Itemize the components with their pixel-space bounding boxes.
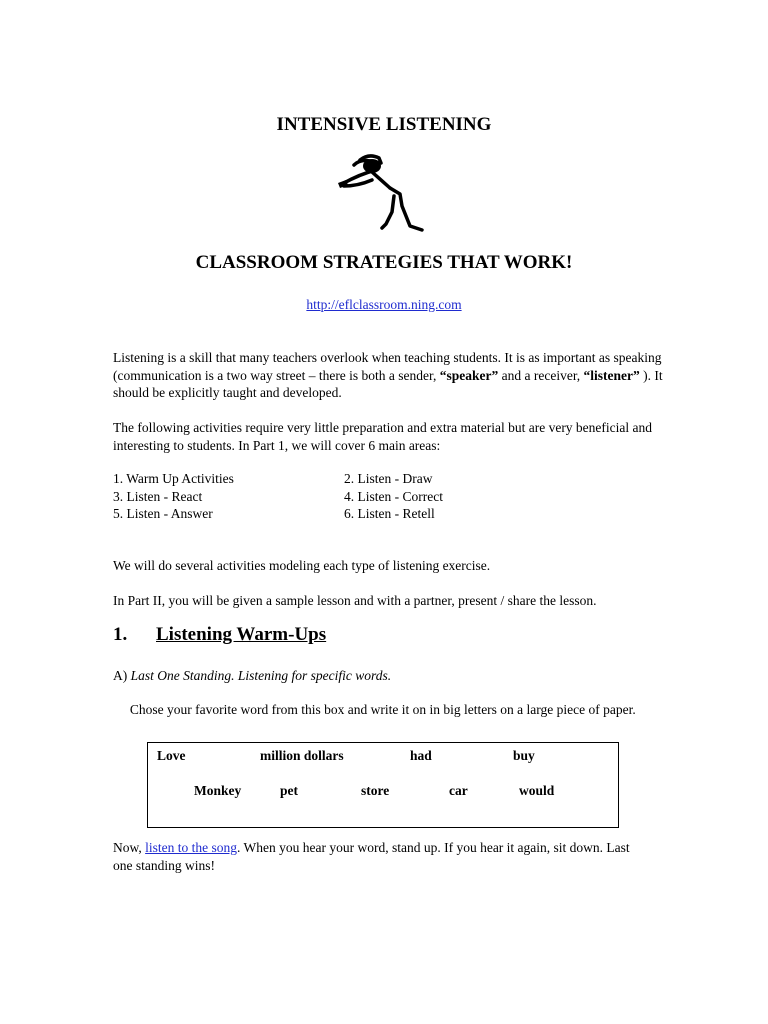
- activity-a-prefix: A): [113, 668, 131, 683]
- word-buy: buy: [513, 748, 535, 763]
- area-item-2: 2. Listen - Draw: [344, 471, 433, 486]
- word-million-dollars: million dollars: [260, 748, 344, 763]
- area-item-1: 1. Warm Up Activities: [113, 471, 234, 486]
- word-box: [147, 742, 619, 828]
- intro-text-2: and a receiver,: [498, 367, 584, 383]
- listening-figure-icon: [334, 150, 434, 238]
- area-item-3: 3. Listen - React: [113, 489, 203, 504]
- intro-paragraph: [113, 349, 673, 402]
- section-1-heading: [113, 624, 326, 646]
- word-pet: pet: [280, 783, 298, 798]
- word-car: car: [449, 783, 468, 798]
- activities-intro-paragraph: The following activities require very little preparation and extra material but are very beneficial and interesting to students. In Part 1, we will cover 6 main areas:: [113, 420, 653, 453]
- section-1-title: Listening Warm-Ups: [156, 624, 327, 645]
- song-text-before: Now,: [113, 840, 146, 855]
- modeling-paragraph: We will do several activities modeling each type of listening exercise.: [113, 558, 491, 573]
- activity-a-heading: [113, 667, 673, 685]
- area-item-5: 5. Listen - Answer: [113, 506, 213, 521]
- word-store: store: [361, 783, 390, 798]
- intro-text-3: ). It should be explicitly taught and developed.: [113, 367, 663, 400]
- section-1-number: 1.: [113, 624, 128, 645]
- word-monkey: Monkey: [194, 783, 242, 798]
- song-paragraph: [113, 839, 633, 874]
- speaker-term: “speaker”: [439, 367, 499, 383]
- listen-to-song-link[interactable]: listen to the song: [145, 840, 237, 855]
- area-item-6: 6. Listen - Retell: [344, 506, 435, 521]
- listener-term: “listener”: [583, 367, 640, 383]
- word-love: Love: [157, 748, 186, 763]
- area-item-4: 4. Listen - Correct: [344, 489, 443, 504]
- activity-a-title: Last One Standing. Listening for specific words.: [130, 668, 392, 683]
- part2-paragraph: In Part II, you will be given a sample lesson and with a partner, present / share the lesson.: [113, 593, 597, 608]
- document-title: INTENSIVE LISTENING: [276, 114, 492, 135]
- intro-text-1: Listening is a skill that many teachers overlook when teaching students. It is as important as speaking (communication is a two way street – there is both a sender,: [113, 350, 662, 383]
- song-text-after: . When you hear your word, stand up. If you hear it again, sit down. Last one standing wins!: [113, 840, 630, 873]
- site-url-link[interactable]: http://eflclassroom.ning.com: [306, 297, 462, 312]
- word-had: had: [410, 748, 432, 763]
- word-would: would: [519, 783, 555, 798]
- document-subtitle: CLASSROOM STRATEGIES THAT WORK!: [195, 252, 573, 273]
- instructions-paragraph: Chose your favorite word from this box and write it on in big letters on a large piece of paper.: [113, 702, 636, 717]
